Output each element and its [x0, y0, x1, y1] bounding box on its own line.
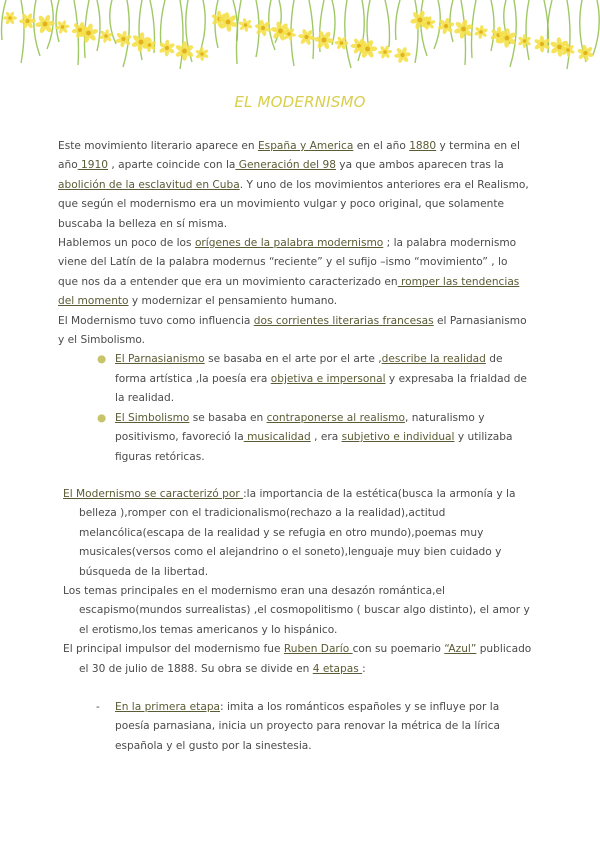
stem-leaf — [434, 0, 440, 49]
stem-leaf — [97, 0, 100, 51]
stem-leaf — [34, 0, 40, 56]
stem-leaf — [2, 0, 7, 40]
paragraph-intro — [58, 137, 530, 234]
daffodil-flower — [474, 25, 488, 39]
text-run: : imita a los románticos españoles y se influye por la poesía parnasiana, inicia un proyecto para renovar la métrica de la lírica española y el gusto por la sinestesia. — [115, 701, 500, 752]
daffodil-flower — [195, 47, 209, 61]
daffodil-flower — [378, 45, 392, 59]
stem-leaf — [199, 0, 205, 55]
stem-leaf — [396, 0, 401, 40]
underlined-text: Ruben Darío — [283, 643, 353, 656]
underlined-text: dos corrientes literarias francesas — [253, 314, 434, 327]
text-run: , era — [310, 431, 342, 444]
underlined-text: España y America — [257, 140, 354, 152]
stem-leaf — [385, 0, 390, 47]
daffodil-flower — [577, 44, 594, 61]
underlined-text: El Modernismo se caracterizó por — [63, 488, 244, 500]
stem-leaf — [567, 0, 570, 69]
daffodil-flower — [238, 18, 252, 32]
text-run: El Modernismo tuvo como influencia — [58, 314, 254, 327]
stem-leaf — [332, 0, 335, 45]
bullet-list — [58, 350, 530, 466]
text-run: , aparte coincide con la — [108, 159, 236, 172]
text-run: , naturalismo y positivismo, favoreció la — [115, 411, 485, 444]
daffodil-flower — [394, 46, 411, 63]
bullet-item-simbolismo — [97, 409, 530, 467]
page-title: EL MODERNISMO — [234, 93, 366, 111]
underlined-text: abolición de la esclavitud en Cuba — [58, 178, 240, 191]
daffodil-banner — [0, 0, 600, 80]
underlined-text: objetiva e impersonal — [270, 372, 386, 385]
underlined-text: subjetivo e individual — [341, 431, 455, 444]
stem-leaf — [110, 0, 116, 44]
stem-leaf — [237, 0, 242, 64]
bullet-item-parnasianismo — [97, 350, 530, 408]
text-run: de forma artística ,la poesía era — [115, 353, 503, 385]
underlined-text: El Parnasianismo — [115, 353, 205, 366]
underlined-text: 1910 — [77, 159, 109, 172]
stem-leaf — [21, 0, 24, 63]
text-run: se basaba en el arte por el arte , — [204, 353, 382, 366]
stem-leaf — [415, 0, 418, 63]
text-run: con su poemario — [352, 643, 445, 656]
text-run: Los temas principales en el modernismo eran una desazón romántica,el escapismo(mundos surrealistas) ,el cosmopolitismo ( buscar algo distinto), el amor y el erotismo,los temas americanos y lo hispánico. — [63, 585, 530, 636]
text-run: El principal impulsor del modernismo fue — [63, 643, 284, 656]
stem-leaf — [450, 0, 453, 42]
text-run: Este movimiento literario aparece en — [58, 140, 258, 152]
body-text — [58, 137, 530, 467]
stem-leaf — [269, 0, 275, 50]
stem-leaf — [472, 0, 477, 58]
text-run: ya que ambos aparecen tras la — [335, 159, 504, 172]
bullet-marker: ● — [97, 353, 107, 366]
paragraph-origins — [58, 234, 530, 312]
underlined-text: romper las tendencias del momento — [58, 275, 520, 308]
underlined-text: Generación del 98 — [235, 159, 336, 172]
underlined-text: 4 etapas — [312, 662, 363, 675]
text-run: se basaba en — [189, 411, 267, 424]
text-run: y utilizaba figuras retóricas. — [115, 431, 513, 463]
underlined-text: En la primera etapa — [115, 701, 221, 713]
text-run: y termina en el año — [58, 140, 520, 172]
stem-leaf — [309, 0, 314, 59]
underlined-text: El Simbolismo — [115, 411, 190, 424]
stem-leaf — [345, 0, 351, 68]
section-characteristics — [63, 485, 533, 679]
text-run: : — [362, 662, 366, 675]
stem-leaf — [593, 0, 599, 55]
dash-text — [115, 698, 528, 756]
stem-leaf — [526, 0, 529, 60]
daffodil-flower — [453, 19, 473, 39]
text-run: el Parnasianismo y el Simbolismo. — [58, 314, 527, 347]
stem-leaf — [491, 0, 494, 51]
dash-marker: - — [96, 701, 100, 713]
daffodil-flower — [518, 34, 532, 48]
text-run: en el año — [353, 140, 410, 152]
underlined-text: describe la realidad — [381, 353, 486, 366]
text-run: Hablemos un poco de los — [58, 237, 195, 250]
daffodil-flower — [3, 11, 17, 25]
stem-leaf — [56, 0, 59, 42]
paragraph-ruben-dario — [63, 640, 533, 679]
paragraph-themes — [63, 582, 533, 640]
stem-leaf — [161, 0, 166, 46]
paragraph-characteristics — [63, 485, 533, 582]
underlined-text: contraponerse al realismo — [266, 411, 405, 424]
daffodil-flower — [314, 30, 334, 50]
text-run: y modernizar el pensamiento humano. — [128, 295, 338, 308]
dash-list-item — [96, 698, 528, 756]
text-run: y expresaba la frialdad de la realidad. — [115, 372, 527, 405]
underlined-text: musicalidad — [243, 431, 311, 444]
text-run: ; la palabra modernismo viene del Latín de la palabra modernus “reciente” y el sufijo –ismo “movimiento” , lo que nos da a entender que era un movimiento caracterizado en — [58, 237, 517, 288]
text-run: :la importancia de la estética(busca la armonía y la belleza ),romper con el tradicionalismo(rechazo a la realidad),actitud melancólica(escapa de la realidad y se refugia en otro mundo),poemas muy musicales(versos como el alejandrino o el soneto),lenguaje muy bien cuidado y búsqueda de la libertad. — [79, 488, 516, 578]
bullet-text — [115, 353, 527, 404]
underlined-text: “Azul” — [444, 643, 477, 656]
paragraph-influence — [58, 312, 530, 351]
bullet-marker: ● — [97, 411, 107, 424]
underlined-text: orígenes de la palabra modernismo — [194, 237, 384, 250]
underlined-text: 1880 — [409, 140, 437, 152]
bullet-text — [115, 412, 512, 463]
text-run: publicado el 30 de julio de 1888. Su obra se divide en — [79, 643, 532, 675]
text-run: . Y uno de los movimientos anteriores era el Realismo, que según el modernismo era un movimiento vulgar y poco original, que solamente buscaba la belleza en sí misma. — [58, 178, 529, 230]
